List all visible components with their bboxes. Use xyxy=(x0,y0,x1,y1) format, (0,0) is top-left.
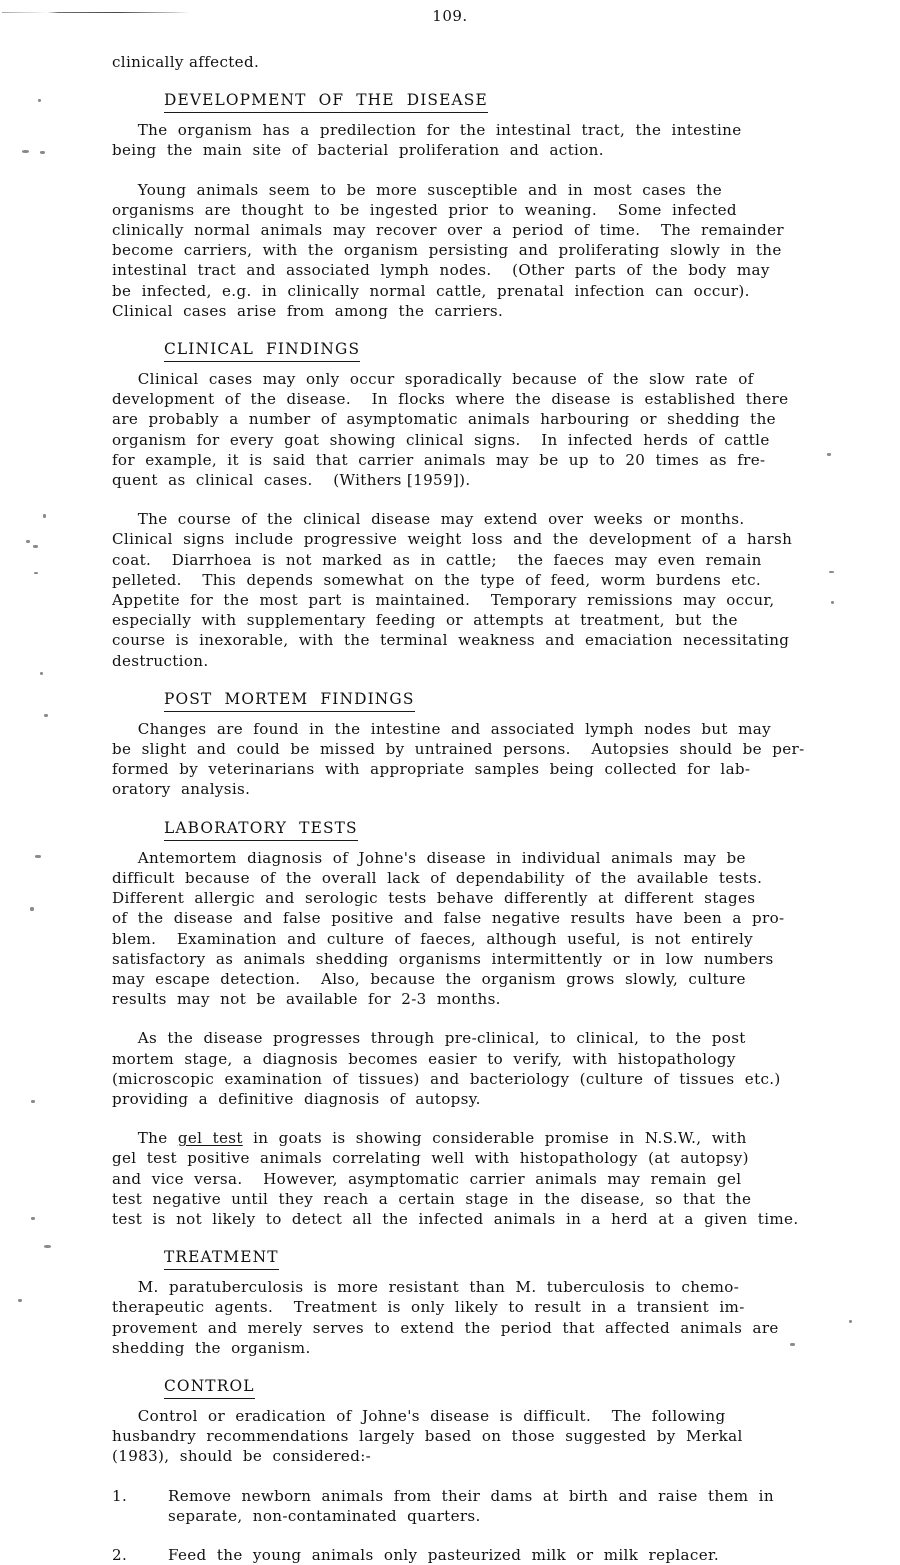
section-heading-laboratory-tests xyxy=(112,818,857,841)
text-line: course is inexorable, with the terminal weakness and emaciation necessitating xyxy=(112,631,790,650)
text-line: husbandry recommendations largely based on those suggested by Merkal xyxy=(112,1427,743,1446)
text-line: Clinical cases arise from among the carriers. xyxy=(112,301,504,320)
text-line: Clinical cases may only occur sporadically because of the slow rate of xyxy=(112,370,754,389)
paragraph xyxy=(112,848,857,1010)
text-line: The course of the clinical disease may extend over weeks or months. xyxy=(112,510,745,529)
text-line: provement and merely serves to extend the period that affected animals are xyxy=(112,1318,779,1337)
list-item-body xyxy=(168,1545,857,1565)
scan-speck xyxy=(38,99,41,102)
text-line: M. paratuberculosis is more resistant than M. tuberculosis to chemo- xyxy=(112,1278,740,1297)
text-line: (microscopic examination of tissues) and bacteriology (culture of tissues etc.) xyxy=(112,1069,781,1088)
text-line: As the disease progresses through pre-clinical, to clinical, to the post xyxy=(112,1029,746,1048)
text-line: be slight and could be missed by untrained persons. Autopsies should be per- xyxy=(112,740,805,759)
text-line: difficult because of the overall lack of dependability of the available tests. xyxy=(112,868,763,887)
text-line-with-underline xyxy=(112,1128,857,1148)
text-line: being the main site of bacterial proliferation and action. xyxy=(112,141,604,160)
text-line: for example, it is said that carrier animals may be up to 20 times as fre- xyxy=(112,450,766,469)
text-line: organism for every goat showing clinical signs. In infected herds of cattle xyxy=(112,430,770,449)
paragraph xyxy=(112,180,857,321)
text-line: pelleted. This depends somewhat on the type of feed, worm burdens etc. xyxy=(112,570,762,589)
section-heading-control xyxy=(112,1376,857,1399)
section-heading-clinical-findings xyxy=(112,339,857,362)
text-line: destruction. xyxy=(112,651,209,670)
scan-speck xyxy=(35,855,41,858)
text-line: clinically affected. xyxy=(112,53,260,71)
list-item-body xyxy=(168,1486,857,1526)
text-line: separate, non-contaminated quarters. xyxy=(168,1506,481,1525)
line-suffix: in goats is showing considerable promise in N.S.W., with xyxy=(242,1129,747,1148)
text-line: Feed the young animals only pasteurized milk or milk replacer. xyxy=(168,1545,720,1564)
text-line: organisms are thought to be ingested prior to weaning. Some infected xyxy=(112,200,737,219)
scan-speck xyxy=(43,514,46,518)
text-line: results may not be available for 2-3 months. xyxy=(112,990,501,1009)
text-line: Different allergic and serologic tests behave differently at different stages xyxy=(112,889,756,908)
paragraph xyxy=(112,1406,857,1467)
heading-text: POST MORTEM FINDINGS xyxy=(164,689,415,712)
paragraph-gel-test xyxy=(112,1128,857,1229)
text-line: oratory analysis. xyxy=(112,780,251,799)
text-line: therapeutic agents. Treatment is only likely to result in a transient im- xyxy=(112,1298,745,1317)
text-line: be infected, e.g. in clinically normal cattle, prenatal infection can occur). xyxy=(112,281,750,300)
document-body xyxy=(112,52,857,1565)
text-line: shedding the organism. xyxy=(112,1338,311,1357)
paragraph xyxy=(112,1277,857,1358)
heading-text: TREATMENT xyxy=(164,1247,279,1270)
text-line: gel test positive animals correlating well with histopathology (at autopsy) xyxy=(112,1149,749,1168)
text-line: satisfactory as animals shedding organisms intermittently or in low numbers xyxy=(112,949,774,968)
text-line: coat. Diarrhoea is not marked as in cattle; the faeces may even remain xyxy=(112,550,762,569)
text-line: development of the disease. In flocks where the disease is established there xyxy=(112,390,789,409)
text-line: Clinical signs include progressive weight loss and the development of a harsh xyxy=(112,530,793,549)
scan-speck xyxy=(18,1299,22,1302)
text-line: Control or eradication of Johne's disease is difficult. The following xyxy=(112,1406,726,1425)
section-heading-treatment xyxy=(112,1247,857,1270)
line-prefix: The xyxy=(112,1129,178,1148)
text-line: test negative until they reach a certain stage in the disease, so that the xyxy=(112,1189,752,1208)
text-line: Young animals seem to be more susceptible and in most cases the xyxy=(112,180,722,199)
scan-speck xyxy=(33,545,38,548)
text-line: may escape detection. Also, because the organism grows slowly, culture xyxy=(112,969,746,988)
scan-speck xyxy=(30,907,34,911)
scan-speck xyxy=(34,572,38,574)
list-item xyxy=(112,1545,857,1565)
text-line: test is not likely to detect all the infected animals in a herd at a given time. xyxy=(112,1209,799,1228)
section-heading-development-of-the-disease xyxy=(112,90,857,113)
list-item xyxy=(112,1486,857,1526)
text-line: are probably a number of asymptomatic animals harbouring or shedding the xyxy=(112,410,776,429)
scan-speck xyxy=(40,151,45,154)
text-line: mortem stage, a diagnosis becomes easier to verify, with histopathology xyxy=(112,1049,736,1068)
scan-speck xyxy=(22,150,29,153)
text-line: Appetite for the most part is maintained. Temporary remissions may occur, xyxy=(112,591,775,610)
list-item-number: 2. xyxy=(112,1545,128,1564)
section-heading-post-mortem-findings xyxy=(112,689,857,712)
text-line: clinically normal animals may recover over a period of time. The remainder xyxy=(112,221,784,240)
scan-speck xyxy=(40,672,43,675)
scan-speck xyxy=(44,714,48,717)
paragraph xyxy=(112,120,857,160)
scan-speck xyxy=(31,1100,35,1103)
text-line: formed by veterinarians with appropriate samples being collected for lab- xyxy=(112,760,751,779)
text-line: become carriers, with the organism persisting and proliferating slowly in the xyxy=(112,241,782,260)
heading-text: CLINICAL FINDINGS xyxy=(164,339,360,362)
paragraph xyxy=(112,369,857,490)
paragraph xyxy=(112,1028,857,1109)
text-line: (1983), should be considered:- xyxy=(112,1447,372,1466)
scan-speck xyxy=(31,1217,35,1220)
text-line: Changes are found in the intestine and associated lymph nodes but may xyxy=(112,719,772,738)
text-line: The organism has a predilection for the intestinal tract, the intestine xyxy=(112,121,742,140)
text-line: especially with supplementary feeding or attempts at treatment, but the xyxy=(112,611,738,630)
opening-fragment xyxy=(112,52,857,72)
heading-text: CONTROL xyxy=(164,1376,255,1399)
text-line: providing a definitive diagnosis of autopsy. xyxy=(112,1089,481,1108)
heading-text: LABORATORY TESTS xyxy=(164,818,358,841)
text-line: blem. Examination and culture of faeces, although useful, is not entirely xyxy=(112,929,753,948)
paragraph xyxy=(112,509,857,671)
text-line: Remove newborn animals from their dams at birth and raise them in xyxy=(168,1486,774,1505)
text-line: and vice versa. However, asymptomatic carrier animals may remain gel xyxy=(112,1169,742,1188)
scan-speck xyxy=(44,1245,51,1248)
heading-text: DEVELOPMENT OF THE DISEASE xyxy=(164,90,488,113)
text-line: of the disease and false positive and false negative results have been a pro- xyxy=(112,909,785,928)
scan-speck xyxy=(26,540,30,543)
text-line: Antemortem diagnosis of Johne's disease in individual animals may be xyxy=(112,848,746,867)
list-item-number: 1. xyxy=(112,1486,128,1505)
text-line: intestinal tract and associated lymph nodes. (Other parts of the body may xyxy=(112,261,770,280)
underlined-term-gel-test: gel test xyxy=(177,1129,243,1148)
text-line: quent as clinical cases. (Withers [1959]). xyxy=(112,471,471,490)
paragraph xyxy=(112,719,857,800)
page-number: 109. xyxy=(432,7,468,25)
